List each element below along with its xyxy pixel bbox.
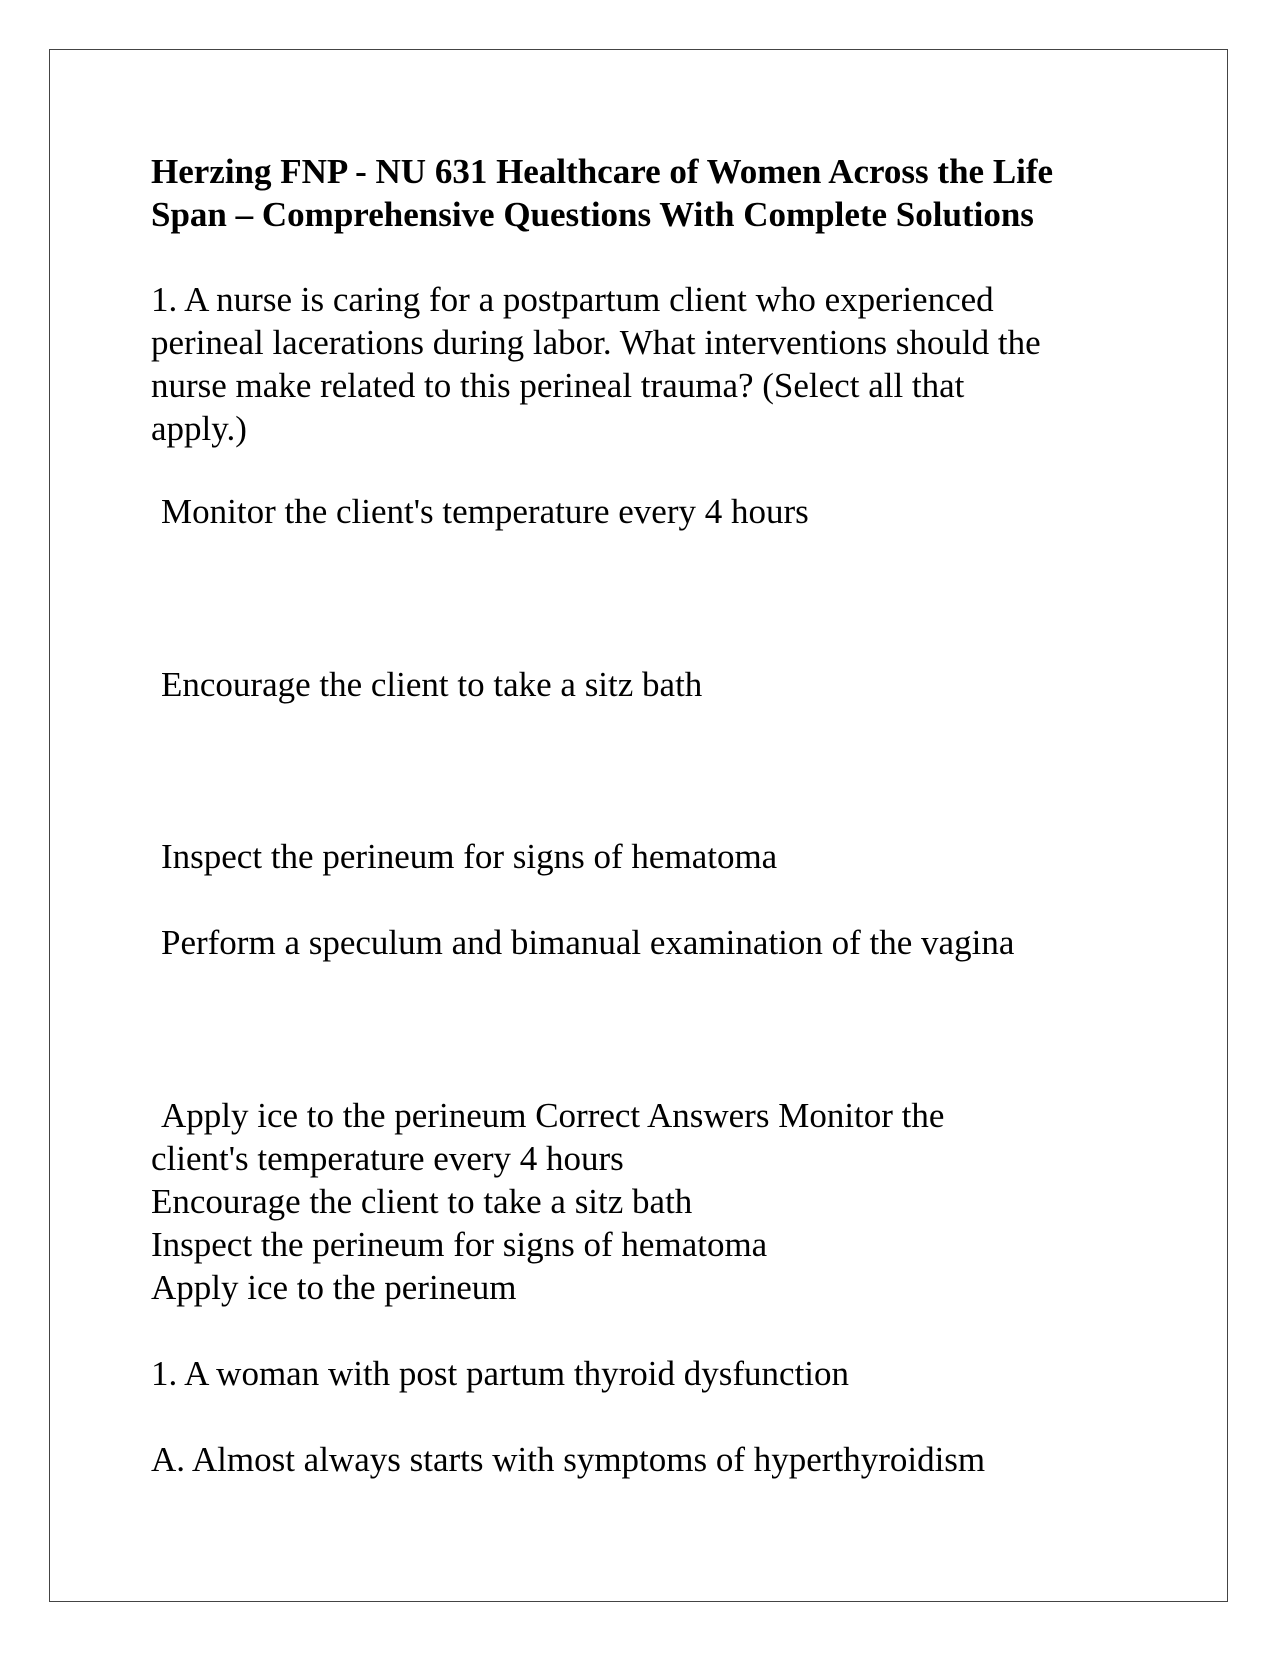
answer-line-4: Inspect the perineum for signs of hematoma	[151, 1225, 768, 1264]
question-1-answers	[151, 1094, 1161, 1309]
answer-line-2: client's temperature every 4 hours	[151, 1139, 624, 1178]
option-text: Encourage the client to take a sitz bath	[161, 665, 703, 704]
question-1-line-2: perineal lacerations during labor. What interventions should the	[151, 323, 1041, 362]
title-line-2: Span – Comprehensive Questions With Complete Solutions	[151, 195, 1034, 234]
question-2-stem	[151, 1352, 1161, 1395]
question-1-option-2	[151, 663, 1161, 706]
title-line-1: Herzing FNP - NU 631 Healthcare of Women Across the Life	[151, 152, 1054, 191]
question-2-text: 1. A woman with post partum thyroid dysfunction	[151, 1354, 850, 1393]
question-1-line-3: nurse make related to this perineal trauma? (Select all that	[151, 366, 965, 405]
document-title	[151, 150, 1161, 236]
question-1-option-3	[151, 835, 1161, 878]
option-text: Inspect the perineum for signs of hematoma	[161, 837, 778, 876]
question-2-option-a	[151, 1438, 1161, 1481]
answer-line-3: Encourage the client to take a sitz bath	[151, 1182, 693, 1221]
option-text: Perform a speculum and bimanual examination of the vagina	[161, 923, 1015, 962]
question-1-option-1	[151, 490, 1161, 533]
question-1-line-4: apply.)	[151, 409, 247, 448]
answer-line-1: Apply ice to the perineum Correct Answers Monitor the	[161, 1096, 945, 1135]
option-a-text: A. Almost always starts with symptoms of hyperthyroidism	[151, 1440, 986, 1479]
question-1-option-4	[151, 921, 1161, 964]
question-1-stem	[151, 278, 1161, 450]
question-1-line-1: 1. A nurse is caring for a postpartum client who experienced	[151, 280, 994, 319]
option-text: Monitor the client's temperature every 4 hours	[161, 492, 809, 531]
answer-line-5: Apply ice to the perineum	[151, 1268, 517, 1307]
